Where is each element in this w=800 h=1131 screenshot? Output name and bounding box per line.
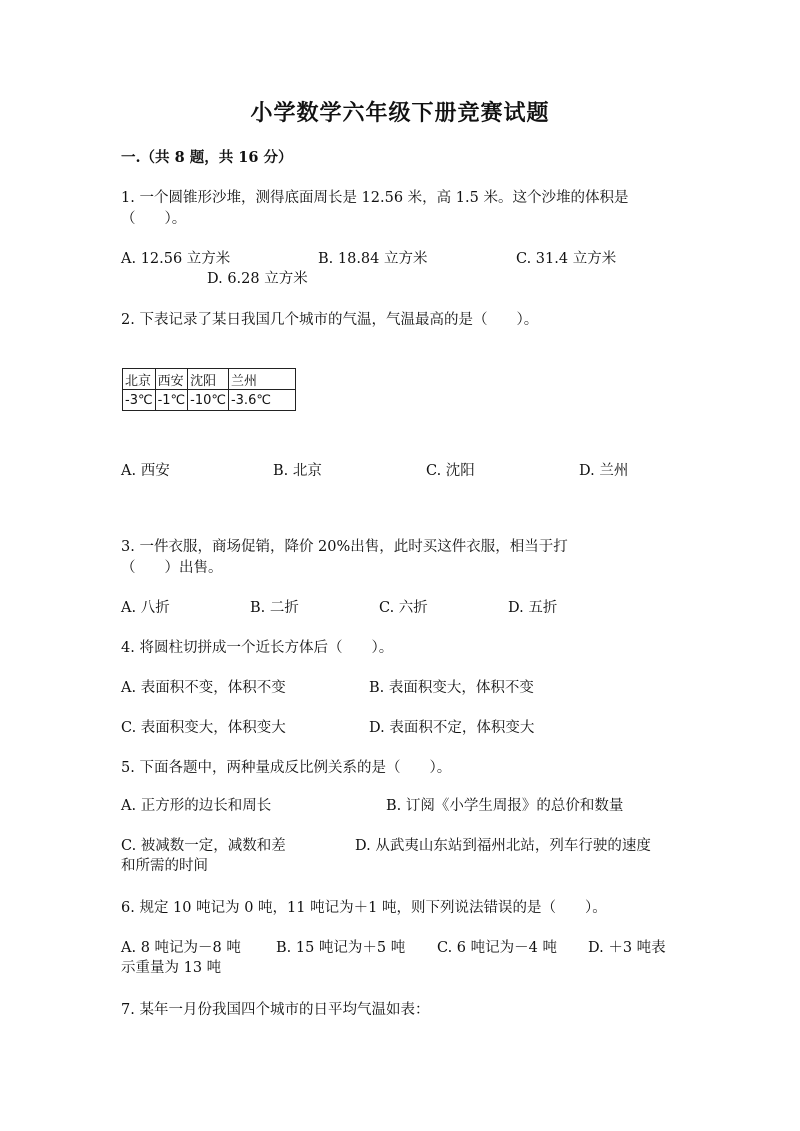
- table-cell-temp: -3℃: [123, 390, 156, 411]
- question-2-text: 2. 下表记录了某日我国几个城市的气温，气温最高的是（ ）。: [121, 312, 539, 328]
- question-6-option-c: C. 6 吨记为－4 吨: [437, 940, 557, 956]
- question-6-option-d-cont: 示重量为 13 吨: [121, 960, 222, 976]
- question-4-option-d: D. 表面积不定，体积变大: [369, 720, 535, 736]
- section-heading: 一.（共 8 题，共 16 分）: [121, 149, 293, 166]
- question-1-text: 1. 一个圆锥形沙堆，测得底面周长是 12.56 米，高 1.5 米。这个沙堆的体积是: [121, 190, 629, 206]
- question-5-option-a: A. 正方形的边长和周长: [121, 798, 272, 814]
- question-5-option-b: B. 订阅《小学生周报》的总价和数量: [386, 798, 624, 814]
- table-cell-temp: -1℃: [155, 390, 188, 411]
- question-3-option-b: B. 二折: [250, 600, 299, 616]
- question-1-option-a: A. 12.56 立方米: [121, 251, 231, 267]
- question-1-option-d: D. 6.28 立方米: [207, 271, 308, 287]
- temperature-table: [122, 368, 296, 411]
- question-5-option-d: D. 从武夷山东站到福州北站，列车行驶的速度: [355, 838, 651, 854]
- question-3-option-d: D. 五折: [508, 600, 558, 616]
- question-4-option-b: B. 表面积变大，体积不变: [369, 680, 534, 696]
- table-cell-city: 北京: [123, 369, 156, 390]
- table-cell-city: 西安: [155, 369, 188, 390]
- question-5-option-c: C. 被减数一定，减数和差: [121, 838, 286, 854]
- question-2-option-c: C. 沈阳: [426, 463, 475, 479]
- table-row: [123, 369, 296, 390]
- question-1-option-c: C. 31.4 立方米: [516, 251, 617, 267]
- question-3-text-cont: （ ）出售。: [121, 560, 223, 576]
- question-6-option-d: D. ＋3 吨表: [588, 940, 666, 956]
- question-1-text-cont: （ ）。: [121, 211, 187, 227]
- question-1-option-b: B. 18.84 立方米: [318, 251, 428, 267]
- page-title: 小学数学六年级下册竞赛试题: [250, 100, 550, 126]
- question-4-option-a: A. 表面积不变，体积不变: [121, 680, 286, 696]
- table-cell-city: 沈阳: [188, 369, 229, 390]
- question-5-text: 5. 下面各题中，两种量成反比例关系的是（ ）。: [121, 760, 452, 776]
- question-3-option-a: A. 八折: [121, 600, 170, 616]
- question-6-option-b: B. 15 吨记为＋5 吨: [276, 940, 406, 956]
- question-2-option-a: A. 西安: [121, 463, 170, 479]
- table-cell-city: 兰州: [228, 369, 295, 390]
- table-cell-temp: -10℃: [188, 390, 229, 411]
- question-4-option-c: C. 表面积变大，体积变大: [121, 720, 286, 736]
- question-6-option-a: A. 8 吨记为－8 吨: [121, 940, 241, 956]
- question-2-option-d: D. 兰州: [579, 463, 629, 479]
- question-5-option-d-cont: 和所需的时间: [121, 858, 208, 874]
- question-2-option-b: B. 北京: [273, 463, 322, 479]
- question-3-option-c: C. 六折: [379, 600, 428, 616]
- question-4-text: 4. 将圆柱切拼成一个近长方体后（ ）。: [121, 640, 394, 656]
- table-row: [123, 390, 296, 411]
- question-3-text: 3. 一件衣服，商场促销，降价 20%出售，此时买这件衣服，相当于打: [121, 539, 568, 555]
- question-6-text: 6. 规定 10 吨记为 0 吨，11 吨记为＋1 吨，则下列说法错误的是（ ）。: [121, 900, 607, 916]
- question-7-text: 7. 某年一月份我国四个城市的日平均气温如表：: [121, 1002, 430, 1018]
- table-cell-temp: -3.6℃: [228, 390, 295, 411]
